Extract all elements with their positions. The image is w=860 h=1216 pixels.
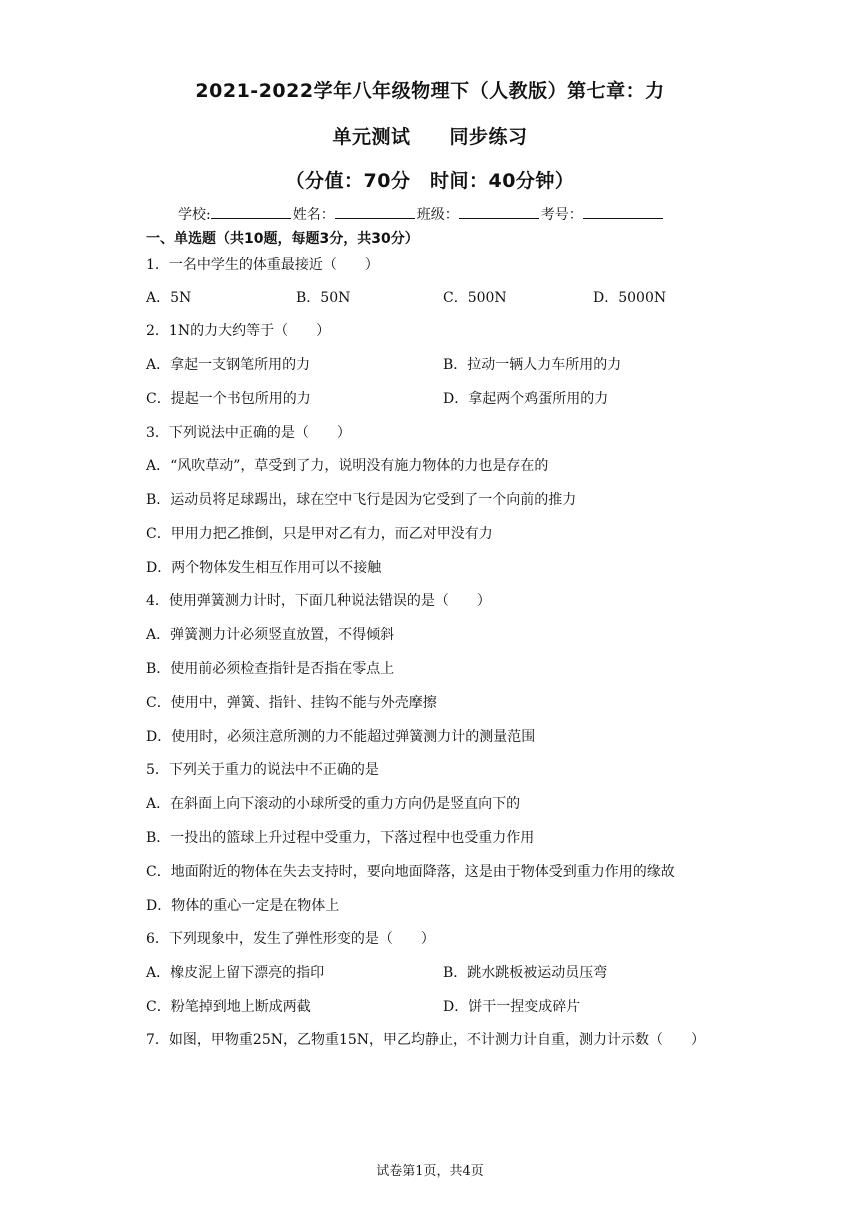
student-info-row (178, 204, 665, 224)
q3-option-b: B．运动员将足球踢出，球在空中飞行是因为它受到了一个向前的推力 (146, 492, 577, 508)
question-2-stem: 2．1N的力大约等于（ ） (146, 323, 331, 339)
question-1-stem: 1．一名中学生的体重最接近（ ） (146, 257, 379, 273)
question-7-stem: 7．如图，甲物重25N，乙物重15N，甲乙均静止，不计测力计自重，测力计示数（ ） (146, 1032, 706, 1048)
q1-option-a: A．5N (146, 290, 192, 306)
q2-option-b: B．拉动一辆人力车所用的力 (443, 357, 622, 373)
question-3-stem: 3．下列说法中正确的是（ ） (146, 425, 351, 441)
q6-option-b: B．跳水跳板被运动员压弯 (443, 965, 608, 981)
exam-title: 2021-2022学年八年级物理下（人教版）第七章：力 (195, 80, 665, 102)
name-label: 姓名： (292, 207, 335, 223)
question-5-stem: 5．下列关于重力的说法中不正确的是 (146, 762, 379, 778)
q4-option-a: A．弹簧测力计必须竖直放置，不得倾斜 (146, 627, 395, 643)
q1-option-c: C．500N (443, 290, 507, 306)
school-blank[interactable] (211, 204, 291, 219)
q4-option-d: D．使用时，必须注意所测的力不能超过弹簧测力计的测量范围 (146, 729, 536, 745)
exam-no-label: 考号： (540, 207, 583, 223)
class-label: 班级： (416, 207, 459, 223)
q6-option-d: D．饼干一捏变成碎片 (443, 999, 581, 1015)
q5-option-a: A．在斜面上向下滚动的小球所受的重力方向仍是竖直向下的 (146, 796, 521, 812)
class-blank[interactable] (459, 204, 539, 219)
q1-option-b: B．50N (296, 290, 351, 306)
section-heading: 一、单选题（共10题，每题3分，共30分） (146, 231, 419, 247)
q5-option-d: D．物体的重心一定是在物体上 (146, 898, 340, 914)
question-4-stem: 4．使用弹簧测力计时，下面几种说法错误的是（ ） (146, 593, 491, 609)
name-blank[interactable] (335, 204, 415, 219)
page-footer: 试卷第1页，共4页 (376, 1164, 484, 1179)
q2-option-d: D．拿起两个鸡蛋所用的力 (443, 391, 609, 407)
question-6-stem: 6．下列现象中，发生了弹性形变的是（ ） (146, 931, 435, 947)
q1-option-d: D．5000N (593, 290, 667, 306)
q3-option-a: A．“风吹草动”，草受到了力，说明没有施力物体的力也是存在的 (146, 458, 549, 474)
q2-option-c: C．提起一个书包所用的力 (146, 391, 311, 407)
q6-option-c: C．粉笔掉到地上断成两截 (146, 999, 311, 1015)
q5-option-b: B．一投出的篮球上升过程中受重力，下落过程中也受重力作用 (146, 830, 535, 846)
q6-option-a: A．橡皮泥上留下漂亮的指印 (146, 965, 325, 981)
q3-option-d: D．两个物体发生相互作用可以不接触 (146, 560, 382, 576)
exam-no-blank[interactable] (583, 204, 663, 219)
q4-option-b: B．使用前必须检查指针是否指在零点上 (146, 661, 395, 677)
q5-option-c: C．地面附近的物体在失去支持时，要向地面降落，这是由于物体受到重力作用的缘故 (146, 864, 675, 880)
q3-option-c: C．甲用力把乙推倒，只是甲对乙有力，而乙对甲没有力 (146, 526, 493, 542)
q4-option-c: C．使用中，弹簧、指针、挂钩不能与外壳摩擦 (146, 695, 437, 711)
exam-subtitle: 单元测试 同步练习 (332, 126, 528, 148)
q2-option-a: A．拿起一支钢笔所用的力 (146, 357, 311, 373)
school-label: 学校: (178, 207, 211, 223)
exam-score-time: （分值：70分 时间：40分钟） (285, 170, 575, 192)
